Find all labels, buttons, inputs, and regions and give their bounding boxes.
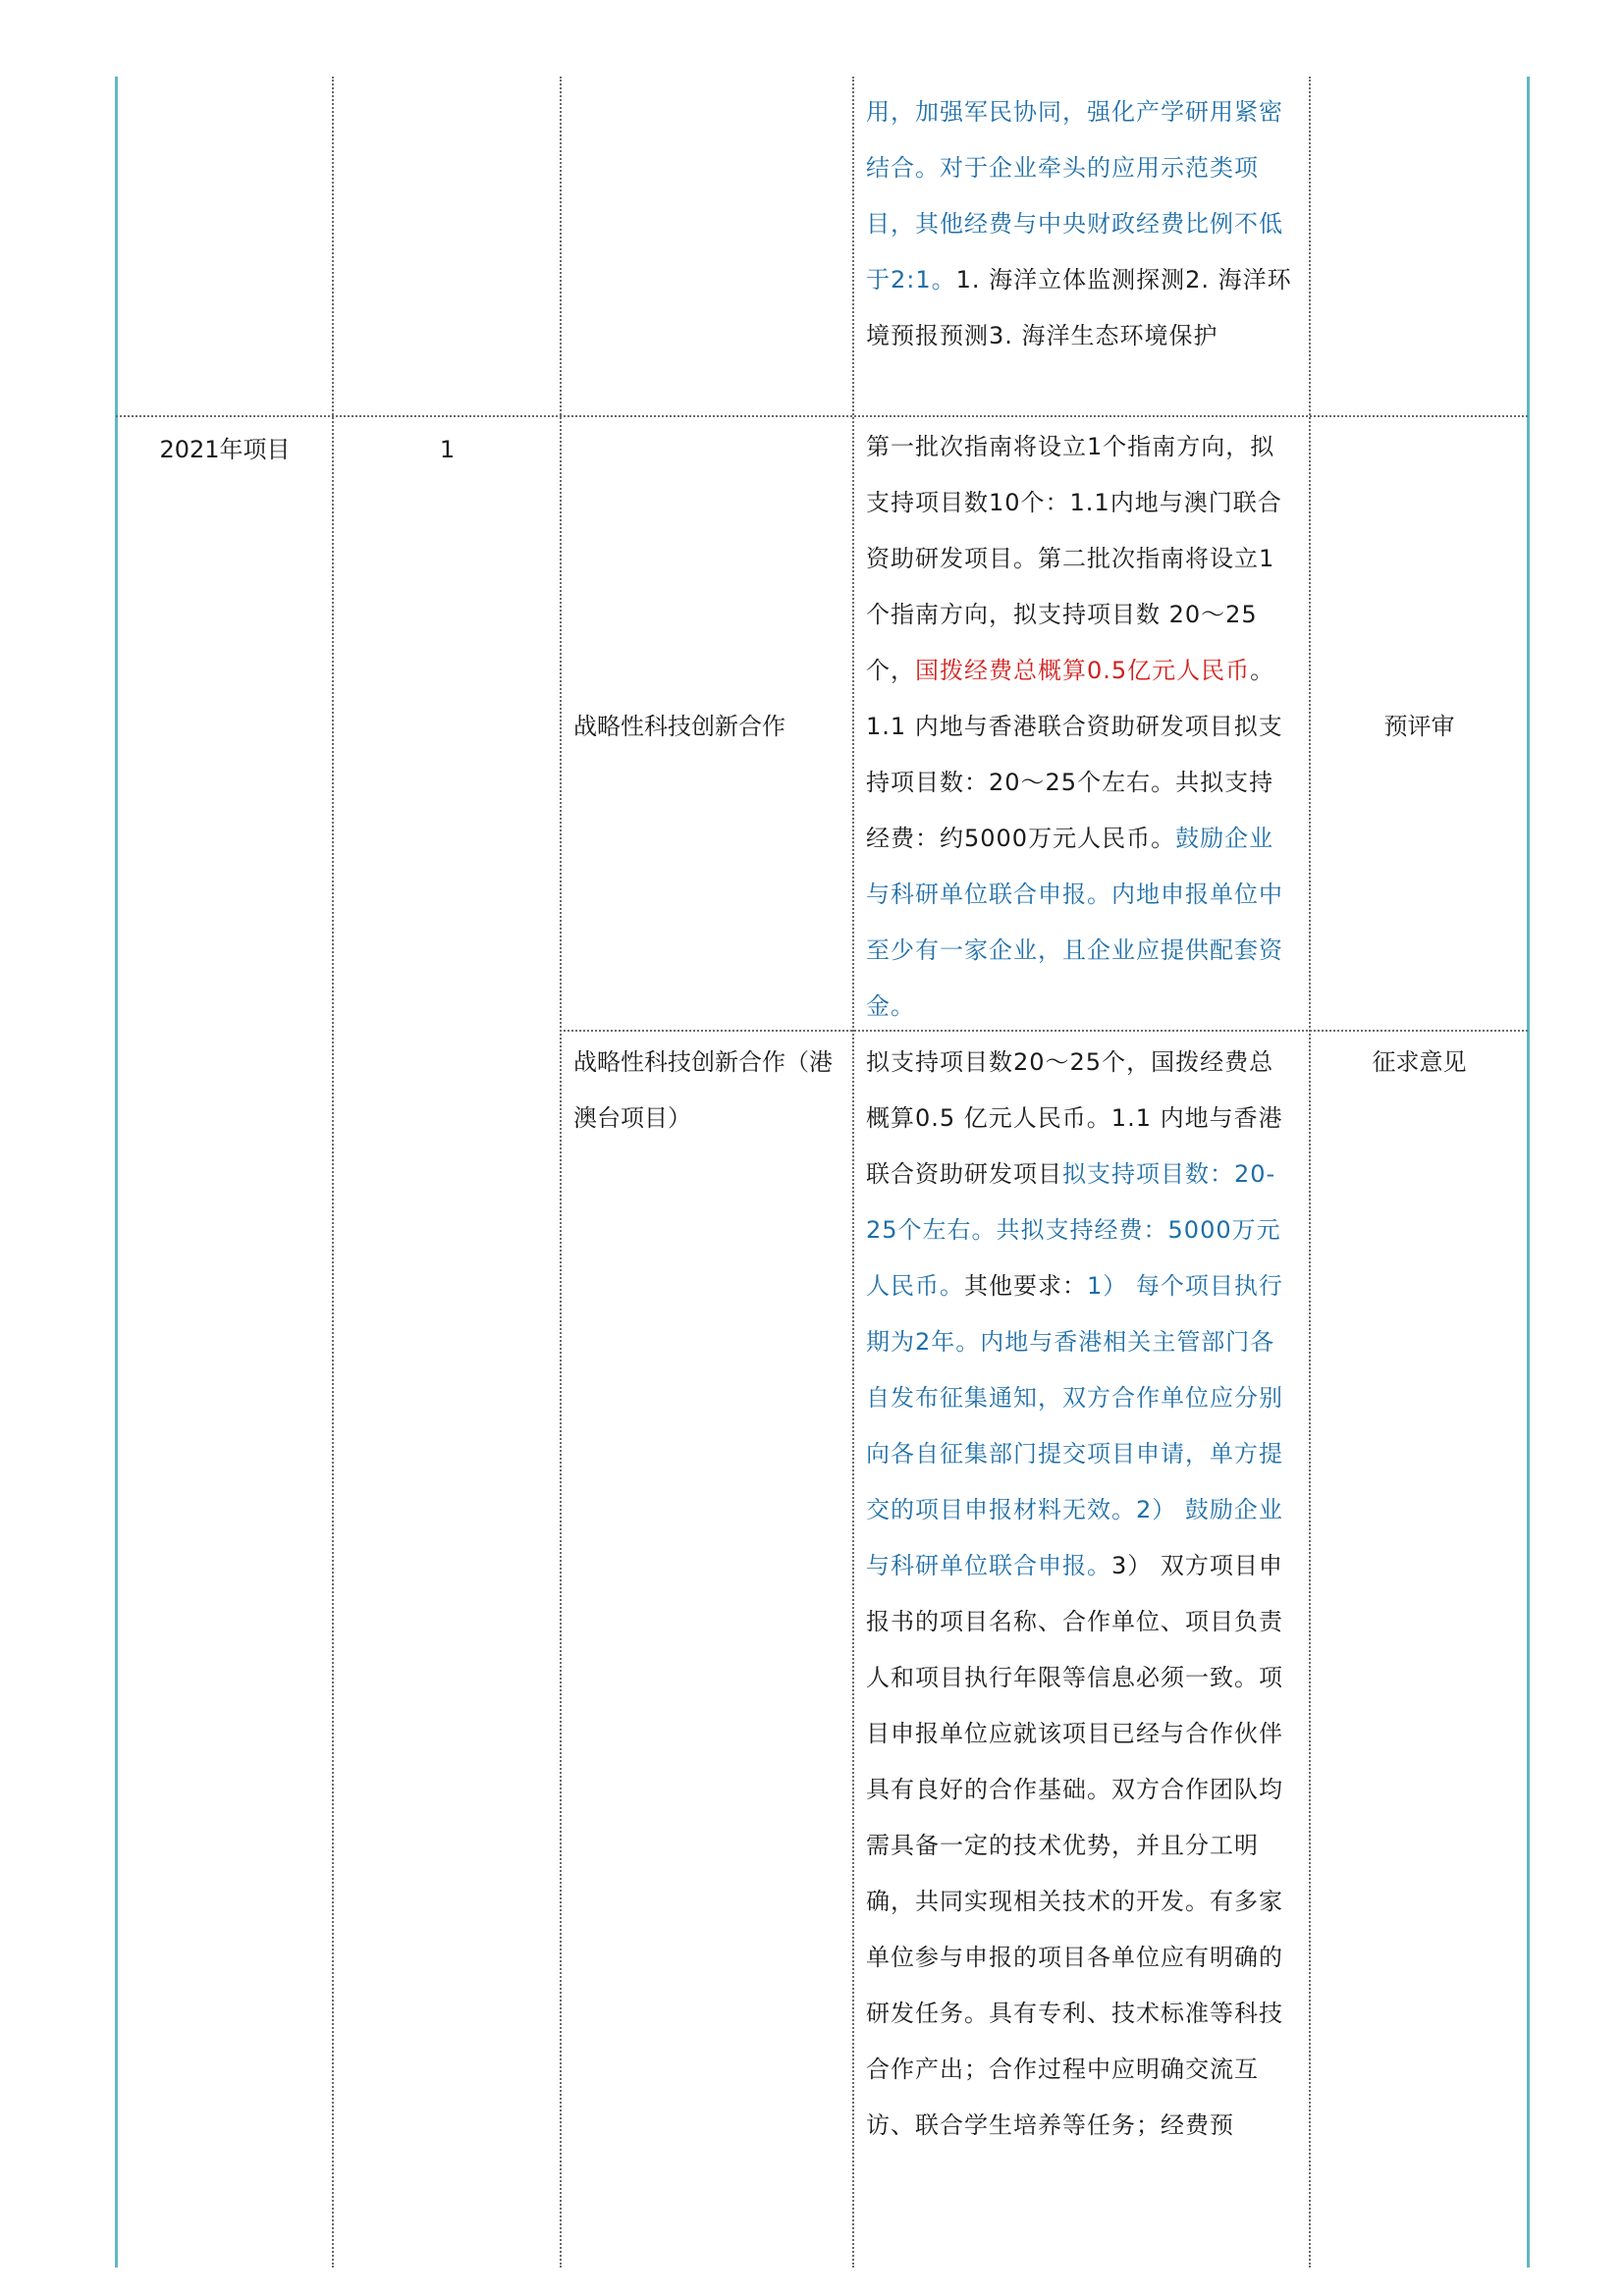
status-cell-1: 预评审 — [1383, 713, 1455, 740]
sub1-detail-seg-1: 第一批次指南将设立1个指南方向，拟支持项目数10个：1.1内地与澳门联合资助研发项目。第二批次指南将设立1个指南方向，拟支持项目数 20～25 个， — [866, 433, 1282, 684]
status-cell-2: 征求意见 — [1372, 1048, 1467, 1076]
sub1-detail-seg-4: 鼓励企业与科研单位联合申报。内地申报单位中至少有一家企业，且企业应提供配套资金。 — [866, 825, 1283, 1020]
table-right-border — [1527, 77, 1530, 2268]
sub2-detail-seg-2: 拟支持项目数：20-25个左右。共拟支持经费：5000万元人民币。 — [866, 1160, 1281, 1300]
project-detail-cell-2 — [866, 1035, 1295, 2154]
row-divider-1 — [116, 415, 1528, 417]
row0-detail-seg-1: 用，加强军民协同，强化产学研用紧密结合。对于企业牵头的应用示范类项目，其他经费与中央财政经费比例不低于2:1。 — [866, 98, 1283, 294]
row0-detail-seg-2: 1. 海洋立体监测探测2. 海洋环境预报预测3. 海洋生态环境保护 — [866, 266, 1292, 349]
project-name-cell-2: 战略性科技创新合作（港澳台项目） — [573, 1048, 833, 1132]
sub2-detail-seg-5: 3） 双方项目申报书的项目名称、合作单位、项目负责人和项目执行年限等信息必须一致。项目申报单位应就该项目已经与合作伙伴具有良好的合作基础。双方合作团队均需具备一定的技术优势，并且分工明确，共同实现相关技术的开发。有多家单位参与申报的项目各单位应有明确的研发任务。具有专利、技术标准等科技合作产出；合作过程中应明确交流互访、联合学生培养等任务；经费预 — [866, 1552, 1283, 2139]
index-cell: 1 — [439, 436, 456, 463]
project-detail-cell-1 — [866, 419, 1295, 1035]
sub2-detail-seg-1: 拟支持项目数20～25个，国拨经费总概算0.5 亿元人民币。1.1 内地与香港联合资助研发项目 — [866, 1048, 1283, 1188]
row0-detail-cell — [866, 84, 1295, 364]
column-divider-1 — [332, 77, 334, 2268]
sub2-detail-seg-3: 其他要求： — [964, 1272, 1087, 1300]
column-divider-3 — [852, 77, 854, 2268]
column-divider-2 — [560, 77, 562, 2268]
table-left-border — [115, 77, 118, 2268]
sub1-detail-seg-2: 国拨经费总概算0.5亿元人民币 — [915, 657, 1251, 684]
column-divider-4 — [1309, 77, 1311, 2268]
sub1-detail-seg-3: 。1.1 内地与香港联合资助研发项目拟支持项目数：20～25个左右。共拟支持经费：约5000万元人民币。 — [866, 657, 1283, 852]
year-cell: 2021年项目 — [159, 436, 291, 463]
sub2-detail-seg-4: 1） 每个项目执行期为2年。内地与香港相关主管部门各自发布征集通知，双方合作单位应分别向各自征集部门提交项目申请，单方提交的项目申报材料无效。2） 鼓励企业与科研单位联合申报。 — [866, 1272, 1283, 1579]
project-name-cell-1: 战略性科技创新合作 — [573, 713, 785, 740]
